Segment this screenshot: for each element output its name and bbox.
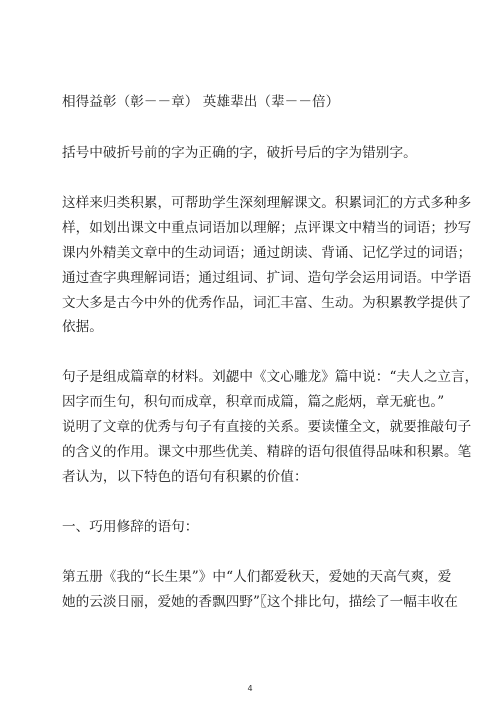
- text-line: 通过查字典理解词语；通过组词、扩词、造句学会运用词语。中学语: [62, 270, 472, 286]
- text-line: 文大多是古今中外的优秀作品，词汇丰富、生动。为积累教学提供了: [62, 295, 472, 311]
- text-line: 因字而生句，积句而成章，积章而成篇，篇之彪炳，章无疵也。”: [62, 394, 445, 410]
- page-number: 4: [247, 684, 253, 693]
- text-line: 她的云淡日丽，爱她的香飘四野”〖这个排比句，描绘了一幅丰收在: [62, 594, 458, 610]
- text-line: 样，如划出课文中重点词语加以理解；点评课文中精当的词语；抄写: [62, 220, 472, 236]
- text-line: 句子是组成篇章的材料。刘勰中《文心雕龙》篇中说：“夫人之立言，: [62, 369, 479, 385]
- text-line: 说明了文章的优秀与句子有直接的关系。要读懂全文，就要推敲句子: [62, 419, 472, 435]
- text-line: 括号中破折号前的字为正确的字，破折号后的字为错别字。: [62, 145, 417, 161]
- text-line: 依据。: [62, 319, 103, 335]
- section-heading: 一、巧用修辞的语句：: [62, 519, 199, 535]
- text-line: 第五册《我的“长生果”》中“人们都爱秋天，爱她的天高气爽，爱: [62, 569, 452, 585]
- text-line: 的含义的作用。课文中那些优美、精辟的语句很值得品味和积累。笔: [62, 444, 472, 460]
- text-line: 这样来归类积累，可帮助学生深刻理解课文。积累词汇的方式多种多: [62, 195, 472, 211]
- text-line: 者认为，以下特色的语句有积累的价值：: [62, 469, 308, 485]
- text-line: 课内外精美文章中的生动词语；通过朗读、背诵、记忆学过的词语；: [62, 245, 472, 261]
- text-line: 相得益彰（彰－－章） 英雄辈出（辈－－倍）: [62, 94, 340, 110]
